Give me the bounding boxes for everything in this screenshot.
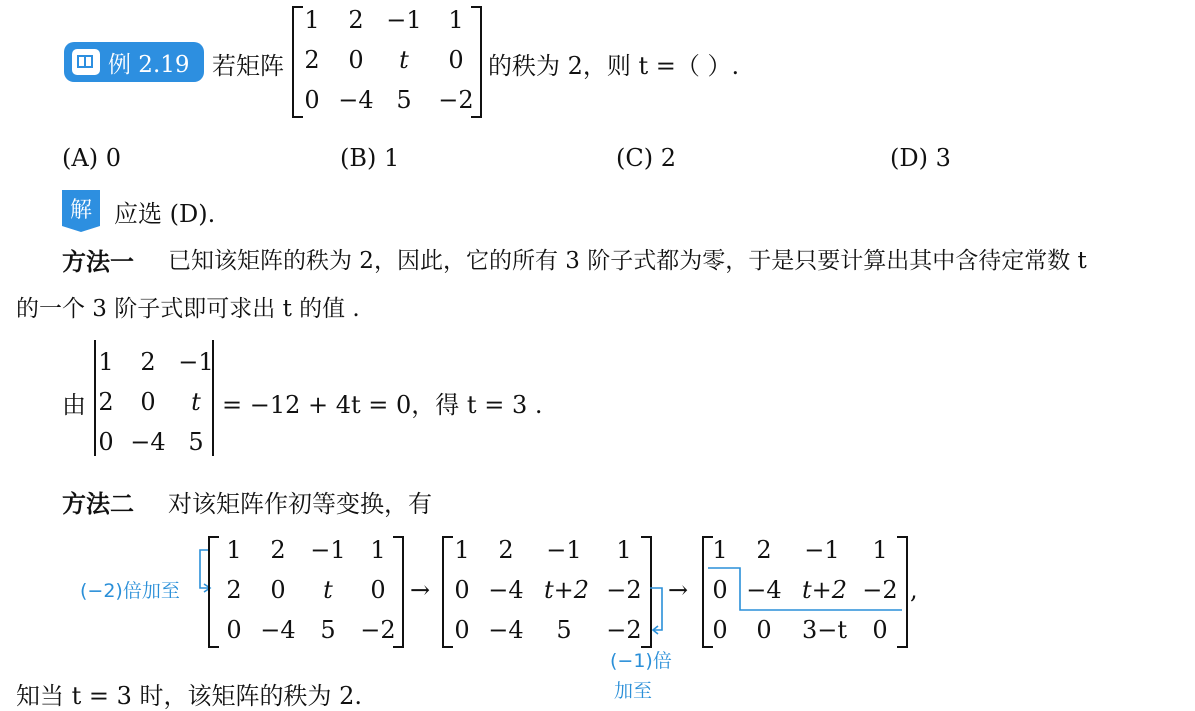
matrix-cell: 5 — [556, 616, 572, 644]
method1-line1: 已知该矩阵的秩为 2，因此，它的所有 3 阶子式都为零，于是只要计算出其中含待定常数 t — [168, 248, 1087, 274]
matrix-cell: 3−t — [802, 616, 848, 644]
arrow-2: → — [668, 576, 689, 604]
example-suffix: 的秩为 2，则 t =（ ）. — [488, 52, 740, 80]
matrix-cell: 1 — [448, 6, 464, 34]
matrix-cell: 1 — [872, 536, 888, 564]
trailing-comma: , — [910, 576, 918, 604]
matrix-cell: 0 — [872, 616, 888, 644]
matrix-cell: −4 — [746, 576, 782, 604]
matrix-cell: 2 — [304, 46, 320, 74]
matrix-cell: 1 — [616, 536, 632, 564]
matrix-cell: 1 — [712, 536, 728, 564]
matrix-cell: t — [323, 576, 333, 604]
matrix-cell: 1 — [454, 536, 470, 564]
matrix-cell: 0 — [448, 46, 464, 74]
method2-text: 对该矩阵作初等变换，有 — [168, 490, 432, 518]
matrix-cell: −2 — [862, 576, 898, 604]
matrix-cell: 0 — [712, 616, 728, 644]
method1-prefix: 由 — [62, 391, 86, 419]
matrix-cell: 0 — [348, 46, 364, 74]
matrix-cell: −4 — [488, 616, 524, 644]
method1-result: = −12 + 4t = 0，得 t = 3 . — [222, 391, 543, 419]
matrix-cell: t+2 — [544, 576, 590, 604]
example-number: 例 2.19 — [108, 51, 190, 78]
matrix-cell: 5 — [188, 428, 204, 456]
matrix-cell: −1 — [386, 6, 422, 34]
matrix-cell: −4 — [488, 576, 524, 604]
option-a: (A) 0 — [62, 144, 121, 172]
matrix-cell: 5 — [320, 616, 336, 644]
row-op-annotation-1: (−2)倍加至 — [80, 580, 180, 602]
row-op-annotation-2-line1: (−1)倍 — [610, 650, 672, 672]
book-icon — [72, 49, 100, 75]
method1-line2: 的一个 3 阶子式即可求出 t 的值 . — [16, 296, 360, 322]
method2-title: 方法二 — [62, 489, 134, 518]
matrix-cell: −4 — [338, 86, 374, 114]
matrix-cell: 2 — [140, 348, 156, 376]
matrix-cell: 0 — [370, 576, 386, 604]
matrix-cell: −4 — [260, 616, 296, 644]
solution-answer: 应选 (D). — [114, 200, 216, 228]
matrix-cell: 0 — [98, 428, 114, 456]
matrix-cell: 2 — [348, 6, 364, 34]
matrix-cell: −2 — [438, 86, 474, 114]
arrow-1: → — [410, 576, 431, 604]
row-op-arrow-2 — [648, 584, 670, 640]
matrix-cell: 0 — [140, 388, 156, 416]
matrix-cell: 1 — [370, 536, 386, 564]
matrix-cell: 1 — [304, 6, 320, 34]
matrix-cell: 2 — [98, 388, 114, 416]
matrix-cell: −1 — [178, 348, 214, 376]
option-c: (C) 2 — [616, 144, 676, 172]
matrix-cell: 2 — [226, 576, 242, 604]
matrix-cell: −1 — [804, 536, 840, 564]
matrix-cell: t+2 — [802, 576, 848, 604]
matrix-cell: 0 — [756, 616, 772, 644]
matrix-cell: 1 — [98, 348, 114, 376]
solution-tag: 解 — [62, 190, 100, 226]
matrix-step-1 — [208, 536, 404, 648]
matrix-cell: 0 — [270, 576, 286, 604]
matrix-cell: −2 — [606, 616, 642, 644]
example-matrix — [292, 6, 482, 118]
matrix-cell: 0 — [712, 576, 728, 604]
example-badge — [64, 42, 204, 82]
option-b: (B) 1 — [340, 144, 400, 172]
matrix-cell: 0 — [454, 576, 470, 604]
matrix-cell: 1 — [226, 536, 242, 564]
example-prefix: 若矩阵 — [212, 52, 284, 80]
matrix-cell: t — [399, 46, 409, 74]
matrix-cell: −1 — [546, 536, 582, 564]
option-d: (D) 3 — [890, 144, 951, 172]
matrix-cell: 0 — [454, 616, 470, 644]
matrix-cell: 0 — [304, 86, 320, 114]
matrix-cell: −4 — [130, 428, 166, 456]
conclusion: 知当 t = 3 时，该矩阵的秩为 2. — [16, 682, 363, 710]
echelon-staircase — [702, 536, 908, 648]
matrix-cell: 0 — [226, 616, 242, 644]
matrix-cell: 2 — [498, 536, 514, 564]
matrix-cell: 2 — [756, 536, 772, 564]
method1-title: 方法一 — [62, 247, 134, 276]
matrix-cell: −1 — [310, 536, 346, 564]
matrix-cell: t — [191, 388, 201, 416]
matrix-cell: 5 — [396, 86, 412, 114]
matrix-step-2 — [442, 536, 652, 648]
row-op-annotation-2-line2: 加至 — [614, 680, 653, 702]
determinant — [92, 340, 216, 456]
matrix-cell: −2 — [606, 576, 642, 604]
matrix-cell: 2 — [270, 536, 286, 564]
matrix-cell: −2 — [360, 616, 396, 644]
